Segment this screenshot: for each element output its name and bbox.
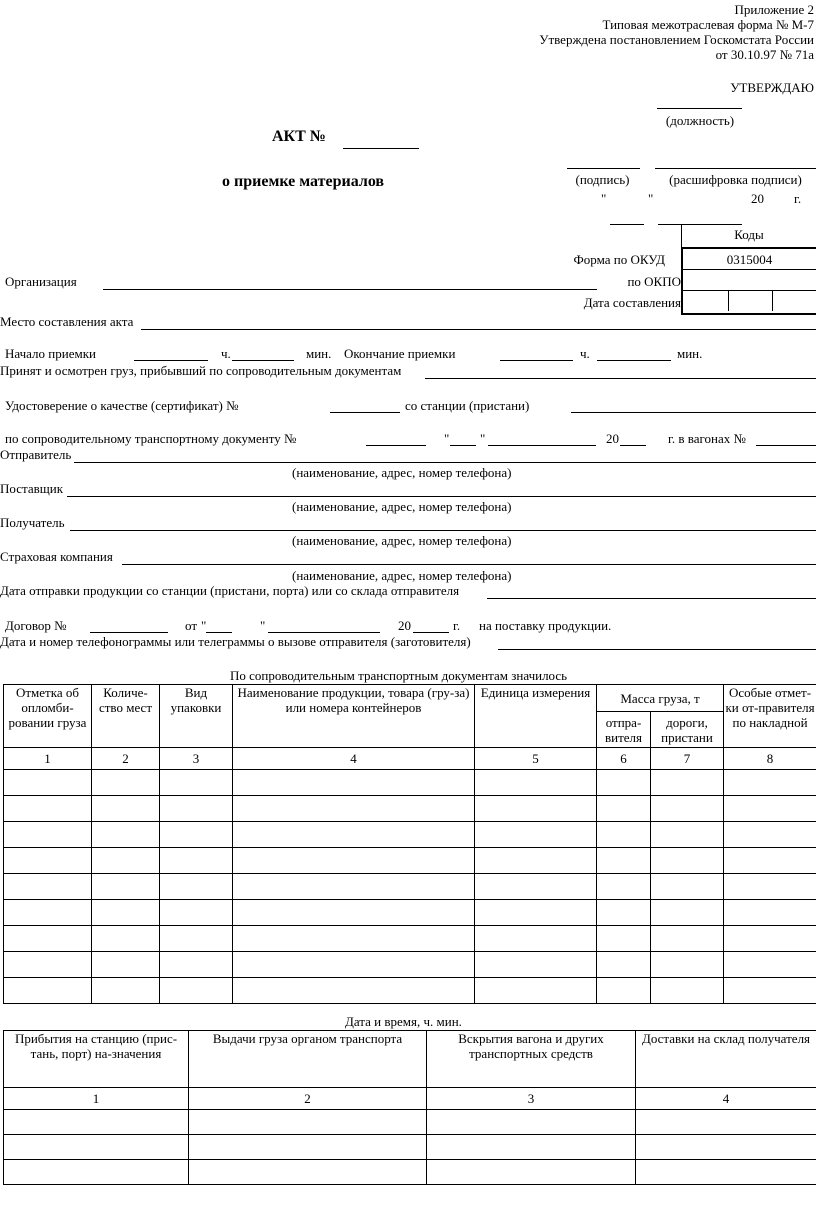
ship-date-line[interactable] bbox=[487, 598, 816, 599]
table-cell[interactable] bbox=[475, 822, 597, 848]
table-cell[interactable] bbox=[4, 1110, 189, 1135]
table-cell[interactable] bbox=[597, 874, 651, 900]
for-supply-label: на поставку продукции. bbox=[479, 618, 612, 633]
col-number: 1 bbox=[4, 1088, 189, 1110]
table1-caption: По сопроводительным транспортным документам значилось bbox=[230, 668, 568, 683]
table-cell[interactable] bbox=[92, 926, 160, 952]
table-cell[interactable] bbox=[724, 796, 816, 822]
table-row bbox=[4, 874, 816, 900]
codes-date-divider-2 bbox=[772, 290, 773, 311]
recipient-label: Получатель bbox=[0, 515, 65, 530]
start-label: Начало приемки bbox=[5, 346, 96, 361]
table-cell[interactable] bbox=[160, 926, 233, 952]
position-caption: (должность) bbox=[665, 113, 735, 128]
col-header-seal-mark: Отметка об опломби-ровании груза bbox=[4, 685, 92, 748]
table-cell[interactable] bbox=[724, 900, 816, 926]
table-cell[interactable] bbox=[651, 770, 724, 796]
date-created-label: Дата составления bbox=[583, 295, 681, 310]
station-line[interactable] bbox=[571, 412, 816, 413]
table-cell[interactable] bbox=[651, 978, 724, 1004]
col-header-places-count: Количе-ство мест bbox=[92, 685, 160, 748]
transport-doc-number-line[interactable] bbox=[366, 445, 426, 446]
approve-date-quote-open: " bbox=[601, 191, 607, 206]
table-cell[interactable] bbox=[92, 848, 160, 874]
end-label: Окончание приемки bbox=[344, 346, 456, 361]
table-cell[interactable] bbox=[233, 926, 475, 952]
contract-quote-open: " bbox=[201, 618, 207, 633]
table-cell[interactable] bbox=[636, 1135, 816, 1160]
table-row bbox=[4, 822, 816, 848]
table-cell[interactable] bbox=[189, 1135, 427, 1160]
table-cell[interactable] bbox=[651, 848, 724, 874]
codes-header: Коды bbox=[734, 227, 764, 242]
table-cell[interactable] bbox=[475, 900, 597, 926]
col-number: 5 bbox=[475, 748, 597, 770]
okud-value: 0315004 bbox=[726, 252, 773, 267]
approve-day-line[interactable] bbox=[610, 224, 644, 225]
accepted-line[interactable] bbox=[425, 378, 816, 379]
table-cell[interactable] bbox=[160, 900, 233, 926]
table-cell[interactable] bbox=[4, 848, 92, 874]
end-minutes-line[interactable] bbox=[597, 360, 671, 361]
table-cell[interactable] bbox=[92, 900, 160, 926]
table-cell[interactable] bbox=[724, 874, 816, 900]
from-station-label: со станции (пристани) bbox=[405, 398, 530, 413]
table1-number-row bbox=[4, 748, 816, 770]
table-cell[interactable] bbox=[233, 848, 475, 874]
supplier-label: Поставщик bbox=[0, 481, 64, 496]
insurer-line[interactable] bbox=[122, 564, 816, 565]
table-cell[interactable] bbox=[160, 978, 233, 1004]
ship-date-label: Дата отправки продукции со станции (пристани, порта) или со склада отправителя bbox=[0, 583, 460, 598]
contract-year-prefix: 20 bbox=[398, 618, 411, 633]
signature-line[interactable] bbox=[567, 168, 640, 169]
supplier-line[interactable] bbox=[67, 496, 816, 497]
table-cell[interactable] bbox=[189, 1160, 427, 1185]
tdoc-day-line[interactable] bbox=[450, 445, 476, 446]
col-header-package-type: Вид упаковки bbox=[160, 685, 233, 748]
table-cell[interactable] bbox=[160, 874, 233, 900]
table-cell[interactable] bbox=[475, 874, 597, 900]
col-header-product-name: Наименование продукции, товара (гру-за) или номера контейнеров bbox=[233, 685, 475, 748]
end-hours-line[interactable] bbox=[500, 360, 573, 361]
decoding-caption: (расшифровка подписи) bbox=[669, 172, 802, 187]
table-cell[interactable] bbox=[597, 848, 651, 874]
table-cell[interactable] bbox=[4, 874, 92, 900]
table-row bbox=[4, 1160, 816, 1185]
contract-number-line[interactable] bbox=[90, 632, 168, 633]
end-hours-unit: ч. bbox=[580, 346, 590, 361]
table-cell[interactable] bbox=[4, 1135, 189, 1160]
codes-row-divider-2 bbox=[683, 290, 816, 291]
col-header-special-notes: Особые отмет-ки от-правителя по накладной bbox=[724, 685, 816, 748]
tdoc-month-line[interactable] bbox=[488, 445, 596, 446]
table-row bbox=[4, 848, 816, 874]
table2-number-row bbox=[4, 1088, 816, 1110]
col-header-opening: Вскрытия вагона и других транспортных средств bbox=[427, 1031, 636, 1088]
accepted-label: Принят и осмотрен груз, прибывший по сопроводительным документам bbox=[0, 363, 402, 378]
recipient-caption: (наименование, адрес, номер телефона) bbox=[292, 533, 512, 548]
recipient-line[interactable] bbox=[70, 530, 816, 531]
table-cell[interactable] bbox=[4, 952, 92, 978]
insurer-caption: (наименование, адрес, номер телефона) bbox=[292, 568, 512, 583]
table-cell[interactable] bbox=[597, 952, 651, 978]
table-cell[interactable] bbox=[4, 796, 92, 822]
table-cell[interactable] bbox=[597, 926, 651, 952]
table-cell[interactable] bbox=[4, 822, 92, 848]
certificate-label: Удостоверение о качестве (сертификат) № bbox=[5, 398, 239, 413]
approve-date-quote-close: " bbox=[648, 191, 654, 206]
sender-caption: (наименование, адрес, номер телефона) bbox=[292, 465, 512, 480]
table-cell[interactable] bbox=[475, 978, 597, 1004]
table-cell[interactable] bbox=[160, 822, 233, 848]
table-cell[interactable] bbox=[651, 796, 724, 822]
table-cell[interactable] bbox=[160, 952, 233, 978]
table-cell[interactable] bbox=[597, 770, 651, 796]
col-number: 7 bbox=[651, 748, 724, 770]
decoding-line[interactable] bbox=[655, 168, 816, 169]
contract-month-line[interactable] bbox=[268, 632, 380, 633]
organization-line[interactable] bbox=[103, 289, 597, 290]
table-cell[interactable] bbox=[475, 770, 597, 796]
table-cell[interactable] bbox=[4, 978, 92, 1004]
table-cell[interactable] bbox=[475, 952, 597, 978]
table-cell[interactable] bbox=[724, 978, 816, 1004]
telephonogram-label: Дата и номер телефонограммы или телеграммы о вызове отправителя (заготовителя) bbox=[0, 634, 471, 649]
table-cell[interactable] bbox=[651, 822, 724, 848]
table-cell[interactable] bbox=[475, 848, 597, 874]
sender-label: Отправитель bbox=[0, 447, 72, 462]
approved-date-label: от 30.10.97 № 71а bbox=[715, 47, 814, 62]
contract-label: Договор № bbox=[5, 618, 67, 633]
table-cell[interactable] bbox=[160, 848, 233, 874]
table-cell[interactable] bbox=[636, 1110, 816, 1135]
appendix-label: Приложение 2 bbox=[734, 2, 814, 17]
okud-label: Форма по ОКУД bbox=[573, 252, 665, 267]
table-cell[interactable] bbox=[724, 952, 816, 978]
table-cell[interactable] bbox=[427, 1160, 636, 1185]
telephonogram-line[interactable] bbox=[498, 649, 816, 650]
table-row bbox=[4, 978, 816, 1004]
table-cell[interactable] bbox=[4, 926, 92, 952]
act-number-line[interactable] bbox=[343, 148, 419, 149]
place-label: Место составления акта bbox=[0, 314, 134, 329]
codes-date-divider-1 bbox=[728, 290, 729, 311]
contract-quote-close: " bbox=[260, 618, 266, 633]
approve-year-prefix: 20 bbox=[751, 191, 764, 206]
table-cell[interactable] bbox=[160, 796, 233, 822]
act-title: АКТ № bbox=[272, 128, 326, 145]
approved-by-label: Утверждена постановлением Госкомстата России bbox=[539, 32, 814, 47]
col-header-delivery: Доставки на склад получателя bbox=[636, 1031, 816, 1088]
date-time-table bbox=[3, 1030, 816, 1185]
organization-label: Организация bbox=[5, 274, 77, 289]
approve-month-line[interactable] bbox=[658, 224, 742, 225]
contract-from-label: от bbox=[185, 618, 198, 633]
contract-year-line[interactable] bbox=[413, 632, 449, 633]
table-cell[interactable] bbox=[4, 900, 92, 926]
col-number: 2 bbox=[92, 748, 160, 770]
table-cell[interactable] bbox=[233, 822, 475, 848]
table-row bbox=[4, 900, 816, 926]
table-cell[interactable] bbox=[92, 952, 160, 978]
col-number: 4 bbox=[636, 1088, 816, 1110]
col-header-arrival: Прибытия на станцию (прис-тань, порт) на-значения bbox=[4, 1031, 189, 1088]
table-cell[interactable] bbox=[597, 822, 651, 848]
received-goods-table bbox=[3, 684, 816, 1004]
contract-day-line[interactable] bbox=[206, 632, 232, 633]
table-cell[interactable] bbox=[427, 1135, 636, 1160]
form-type-label: Типовая межотраслевая форма № М-7 bbox=[602, 17, 814, 32]
col-number: 8 bbox=[724, 748, 816, 770]
certificate-number-line[interactable] bbox=[330, 412, 400, 413]
table-cell[interactable] bbox=[475, 796, 597, 822]
col-number: 6 bbox=[597, 748, 651, 770]
table-cell[interactable] bbox=[724, 848, 816, 874]
contract-year-suffix: г. bbox=[453, 618, 461, 633]
table-cell[interactable] bbox=[597, 796, 651, 822]
sender-line[interactable] bbox=[74, 462, 816, 463]
table2-caption: Дата и время, ч. мин. bbox=[345, 1014, 462, 1029]
col-number: 2 bbox=[189, 1088, 427, 1110]
table-cell[interactable] bbox=[233, 952, 475, 978]
table-cell[interactable] bbox=[651, 952, 724, 978]
wagons-line[interactable] bbox=[756, 445, 816, 446]
col-header-mass: Масса груза, т bbox=[597, 685, 724, 712]
table-cell[interactable] bbox=[233, 900, 475, 926]
table-cell[interactable] bbox=[189, 1110, 427, 1135]
col-header-unit: Единица измерения bbox=[475, 685, 597, 748]
col-header-mass-sender: отпра-вителя bbox=[597, 712, 651, 748]
table-cell[interactable] bbox=[92, 796, 160, 822]
col-number: 1 bbox=[4, 748, 92, 770]
tdoc-year-prefix: 20 bbox=[606, 431, 619, 446]
table-cell[interactable] bbox=[651, 874, 724, 900]
table-cell[interactable] bbox=[427, 1110, 636, 1135]
start-hours-unit: ч. bbox=[221, 346, 231, 361]
table-cell[interactable] bbox=[92, 822, 160, 848]
insurer-label: Страховая компания bbox=[0, 549, 113, 564]
codes-row-divider-1 bbox=[683, 269, 816, 270]
approve-year-suffix: г. bbox=[794, 191, 802, 206]
table-cell[interactable] bbox=[4, 1160, 189, 1185]
table-cell[interactable] bbox=[636, 1160, 816, 1185]
table-cell[interactable] bbox=[597, 900, 651, 926]
supplier-caption: (наименование, адрес, номер телефона) bbox=[292, 499, 512, 514]
table-cell[interactable] bbox=[92, 874, 160, 900]
tdoc-quote-open: " bbox=[444, 431, 450, 446]
table-cell[interactable] bbox=[233, 770, 475, 796]
table-cell[interactable] bbox=[724, 822, 816, 848]
transport-doc-label: по сопроводительному транспортному документу № bbox=[5, 431, 297, 446]
table-cell[interactable] bbox=[475, 926, 597, 952]
end-minutes-unit: мин. bbox=[677, 346, 703, 361]
table-cell[interactable] bbox=[160, 770, 233, 796]
table-cell[interactable] bbox=[92, 770, 160, 796]
in-wagons-label: г. в вагонах № bbox=[668, 431, 746, 446]
okpo-label: по ОКПО bbox=[627, 274, 681, 289]
table-cell[interactable] bbox=[233, 796, 475, 822]
table-row bbox=[4, 952, 816, 978]
table-row bbox=[4, 796, 816, 822]
signature-caption: (подпись) bbox=[575, 172, 630, 187]
start-minutes-unit: мин. bbox=[306, 346, 332, 361]
table-row bbox=[4, 770, 816, 796]
start-hours-line[interactable] bbox=[134, 360, 208, 361]
table-cell[interactable] bbox=[92, 978, 160, 1004]
table-row bbox=[4, 926, 816, 952]
table-cell[interactable] bbox=[233, 978, 475, 1004]
position-line[interactable] bbox=[657, 108, 742, 109]
start-minutes-line[interactable] bbox=[232, 360, 294, 361]
table-cell[interactable] bbox=[233, 874, 475, 900]
table-cell[interactable] bbox=[651, 926, 724, 952]
col-header-mass-railway: дороги, пристани bbox=[651, 712, 724, 748]
table-cell[interactable] bbox=[4, 770, 92, 796]
col-number: 3 bbox=[427, 1088, 636, 1110]
act-subtitle: о приемке материалов bbox=[222, 173, 385, 190]
tdoc-quote-close: " bbox=[480, 431, 486, 446]
col-number: 3 bbox=[160, 748, 233, 770]
table-cell[interactable] bbox=[651, 900, 724, 926]
approve-word: УТВЕРЖДАЮ bbox=[730, 80, 814, 95]
table-cell[interactable] bbox=[724, 926, 816, 952]
place-line[interactable] bbox=[141, 329, 816, 330]
table-row bbox=[4, 1135, 816, 1160]
col-header-issue: Выдачи груза органом транспорта bbox=[189, 1031, 427, 1088]
tdoc-year-line[interactable] bbox=[620, 445, 646, 446]
table-cell[interactable] bbox=[597, 978, 651, 1004]
table-cell[interactable] bbox=[724, 770, 816, 796]
table-row bbox=[4, 1110, 816, 1135]
col-number: 4 bbox=[233, 748, 475, 770]
